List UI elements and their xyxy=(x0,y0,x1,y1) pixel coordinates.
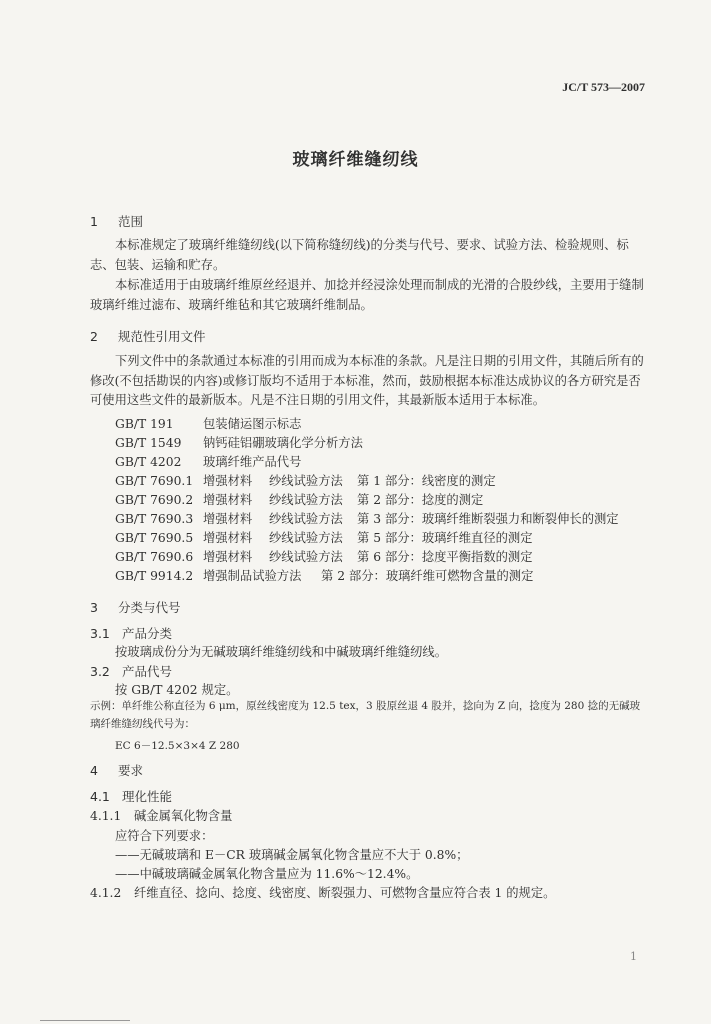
section-title: 要求 xyxy=(118,763,144,778)
section-number: 2 xyxy=(90,329,98,344)
section-2-paragraph: 下列文件中的条款通过本标准的引用而成为本标准的条款。凡是注日期的引用文件，其随后所有的修改(不包括勘误的内容)或修订版均不适用于本标准，然而，鼓励根据本标准达成协议的各方研究是否可使用这些文件的最新版本。凡是不注日期的引用文件，其最新版本适用于本标准。 xyxy=(90,354,644,407)
subsection-4-1-1-heading: 4.1.1 碱金属氧化物含量 xyxy=(90,809,233,823)
reference-item: GB/T 1549 钠钙硅铝硼玻璃化学分析方法 xyxy=(115,436,363,450)
reference-item: GB/T 7690.2 增强材料 纱线试验方法 第 2 部分：捻度的测定 xyxy=(115,493,484,507)
reference-item: GB/T 7690.5 增强材料 纱线试验方法 第 5 部分：玻璃纤维直径的测定 xyxy=(115,531,533,545)
section-4-heading xyxy=(90,761,143,779)
requirement-item: ——中碱玻璃碱金属氧化物含量应为 11.6%～12.4%。 xyxy=(115,867,419,881)
section-number: 4 xyxy=(90,763,98,778)
reference-item: GB/T 7690.1 增强材料 纱线试验方法 第 1 部分：线密度的测定 xyxy=(115,474,496,488)
reference-item: GB/T 4202 玻璃纤维产品代号 xyxy=(115,455,302,469)
section-1-paragraph-2: 本标准适用于由玻璃纤维原丝经退并、加捻并经浸涂处理而制成的光滑的合股纱线，主要用于缝制玻璃纤维过滤布、玻璃纤维毡和其它玻璃纤维制品。 xyxy=(90,278,644,312)
document-title: 玻璃纤维缝纫线 xyxy=(292,150,419,170)
bottom-rule xyxy=(40,1020,130,1021)
section-number: 1 xyxy=(90,214,98,229)
page-number: 1 xyxy=(630,950,637,963)
subsection-3-2-text: 按 GB/T 4202 规定。 xyxy=(115,683,239,697)
section-2-heading xyxy=(90,327,206,345)
reference-item: GB/T 7690.3 增强材料 纱线试验方法 第 3 部分：玻璃纤维断裂强力和断裂伸长的测定 xyxy=(115,512,619,526)
section-3-heading xyxy=(90,598,181,616)
section-title: 规范性引用文件 xyxy=(118,329,206,344)
standard-code: JC/T 573—2007 xyxy=(562,80,645,94)
section-1-heading xyxy=(90,212,143,230)
section-1-paragraph-1: 本标准规定了玻璃纤维缝纫线(以下简称缝纫线)的分类与代号、要求、试验方法、检验规则、标志、包装、运输和贮存。 xyxy=(90,238,629,272)
subsection-3-2-heading: 3.2 产品代号 xyxy=(90,664,173,679)
section-title: 分类与代号 xyxy=(118,600,181,615)
reference-item: GB/T 191 包装储运图示标志 xyxy=(115,417,302,431)
reference-item: GB/T 7690.6 增强材料 纱线试验方法 第 6 部分：捻度平衡指数的测定 xyxy=(115,550,533,564)
reference-item: GB/T 9914.2 增强制品试验方法 第 2 部分：玻璃纤维可燃物含量的测定 xyxy=(115,569,534,583)
requirement-intro: 应符合下列要求： xyxy=(115,829,214,843)
example-code: EC 6－12.5×3×4 Z 280 xyxy=(115,740,240,752)
section-title: 范围 xyxy=(118,214,144,229)
section-number: 3 xyxy=(90,600,98,615)
subsection-4-1-heading: 4.1 理化性能 xyxy=(90,789,173,804)
subsection-4-1-2: 4.1.2 纤维直径、捻向、捻度、线密度、断裂强力、可燃物含量应符合表 1 的规定。 xyxy=(90,886,556,900)
example-note: 示例：单纤维公称直径为 6 μm，原丝线密度为 12.5 tex，3 股原丝退 4 股并，捻向为 Z 向，捻度为 280 捻的无碱玻璃纤维缝纫线代号为： xyxy=(90,700,641,730)
requirement-item: ——无碱玻璃和 E－CR 玻璃碱金属氧化物含量应不大于 0.8%； xyxy=(115,848,469,862)
subsection-3-1-text: 按玻璃成份分为无碱玻璃纤维缝纫线和中碱玻璃纤维缝纫线。 xyxy=(115,645,448,659)
subsection-3-1-heading: 3.1 产品分类 xyxy=(90,626,173,641)
